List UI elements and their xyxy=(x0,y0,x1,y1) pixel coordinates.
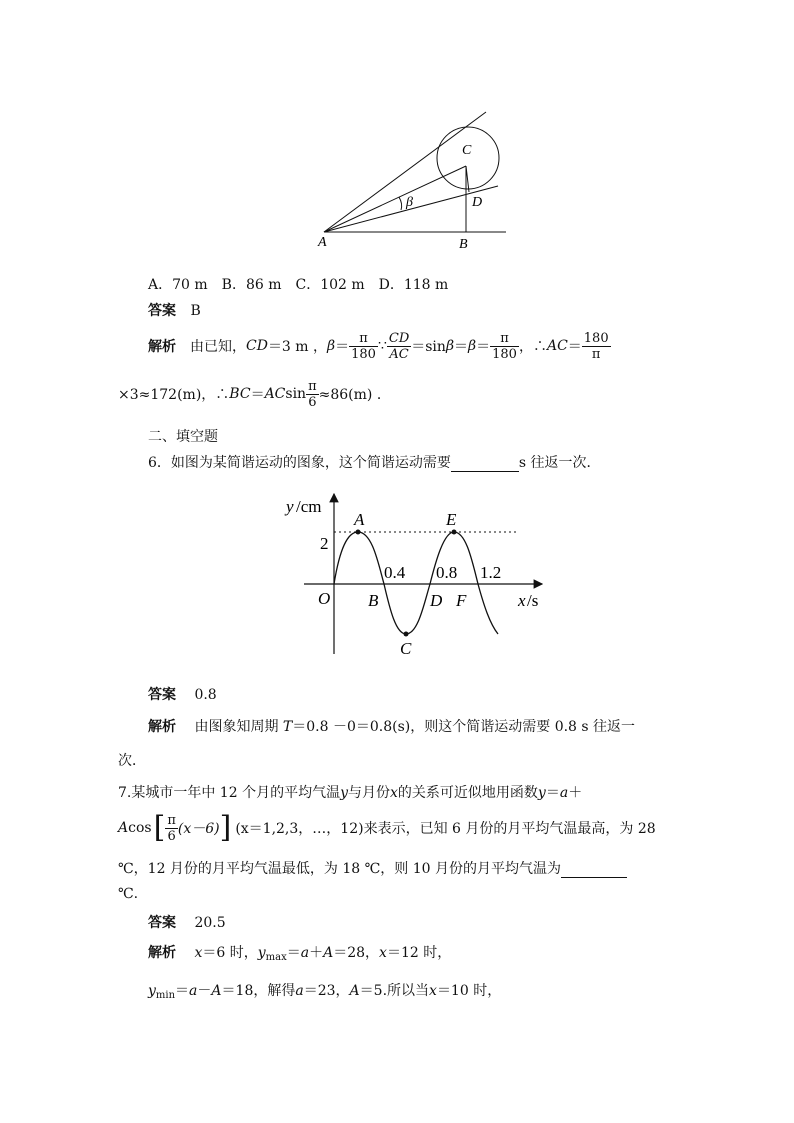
answer-label: 答案 xyxy=(148,687,176,703)
q5-options: A．70 m B．86 m C．102 m D．118 m xyxy=(148,277,449,293)
fraction: $\frac{\pi}{6}$ xyxy=(167,812,176,844)
q5-analysis-line1: 解析 由已知， CD ＝3 m ， β ＝ $\frac{\pi}{180}$ ∵ $\frac{CD}{AC}$ ＝sin β ＝ β ＝ $\frac{\pi}{180}$ ，∴ AC ＝ $\frac{180}{\pi}$ xyxy=(148,330,609,362)
q6-analysis-line2: 次． xyxy=(118,753,146,769)
answer-blank xyxy=(451,455,519,472)
y-label-unit: /cm xyxy=(296,497,322,516)
q5-answer-row xyxy=(148,300,201,320)
answer-blank xyxy=(561,861,627,878)
q5-analysis-line2: ×3≈172(m)，∴ BC ＝ AC sin $\frac{\pi}{6}$ ≈86(m) ． xyxy=(118,378,391,410)
label-A: A xyxy=(354,510,365,529)
sine-graph-figure xyxy=(268,482,558,668)
left-bracket: [ xyxy=(153,810,166,845)
label-B: B xyxy=(368,591,379,610)
label-F: F xyxy=(456,591,467,610)
sine-curve xyxy=(334,532,498,634)
label-C: C xyxy=(400,639,412,658)
answer-value: B xyxy=(190,303,201,319)
q7-answer-row xyxy=(148,912,226,932)
right-bracket: ] xyxy=(219,810,232,845)
geometry-figure xyxy=(306,98,520,262)
answer-value: 20.5 xyxy=(194,915,226,931)
tick-0.8: 0.8 xyxy=(436,563,458,582)
label-B: B xyxy=(459,237,468,252)
fraction: $\frac{180}{\pi}$ xyxy=(583,330,609,362)
point-A xyxy=(356,530,361,535)
tick-0.4: 0.4 xyxy=(384,563,406,582)
fraction: $\frac{\pi}{180}$ xyxy=(351,330,376,362)
tick-1.2: 1.2 xyxy=(480,563,502,582)
answer-value: 0.8 xyxy=(194,687,217,703)
q7-line1: 7.某城市一年中 12 个月的平均气温y与月份x的关系可近似地用函数y＝a＋ xyxy=(118,785,583,801)
x-label-unit: /s xyxy=(527,591,539,610)
analysis-label: 解析 xyxy=(148,339,176,355)
label-C: C xyxy=(462,143,472,158)
label-E: E xyxy=(446,510,457,529)
fraction: $\frac{\pi}{180}$ xyxy=(492,330,517,362)
analysis-label: 解析 xyxy=(148,719,176,735)
q6-answer-row xyxy=(148,684,217,704)
q7-line3: ℃，12 月份的月平均气温最低，为 18 ℃，则 10 月份的月平均气温为 xyxy=(118,858,627,878)
label-D: D xyxy=(430,591,443,610)
q6-analysis-line1: 解析 由图象知周期 T＝0.8 －0＝0.8(s)，则这个简谐运动需要 0.8 s 往返一 xyxy=(148,719,636,735)
q6-question: 6．如图为某简谐运动的图象，这个简谐运动需要 s 往返一次． xyxy=(148,455,601,471)
label-O: O xyxy=(318,589,331,608)
x-label-x: x xyxy=(518,591,526,610)
point-E xyxy=(452,530,457,535)
label-D: D xyxy=(472,195,483,210)
q7-analysis-line2: $y_{min}=a-A=18$，解得a＝23，A＝5.所以当x＝10 时， xyxy=(148,983,502,1001)
analysis-label: 解析 xyxy=(148,945,176,961)
tick-2: 2 xyxy=(320,534,329,553)
q7-line2: A cos [ $\frac{\pi}{6}$ (x－6) ] (x＝1,2,3，…，12)来表示，已知 6 月份的月平均气温最高，为 28 xyxy=(118,810,656,845)
point-C xyxy=(404,632,409,637)
answer-label: 答案 xyxy=(148,303,176,319)
fraction: $\frac{CD}{AC}$ xyxy=(388,330,410,362)
section-title: 二、填空题 xyxy=(148,429,218,445)
y-label-y: y xyxy=(286,497,294,516)
answer-label: 答案 xyxy=(148,915,176,931)
label-A: A xyxy=(318,235,327,250)
fraction: $\frac{\pi}{6}$ xyxy=(308,378,317,410)
q7-line4: ℃. xyxy=(118,886,139,902)
label-beta: β xyxy=(406,195,413,210)
q7-analysis-line1: 解析 x＝6 时，$y_{max}=a+A=28$，x＝12 时， xyxy=(148,945,452,963)
